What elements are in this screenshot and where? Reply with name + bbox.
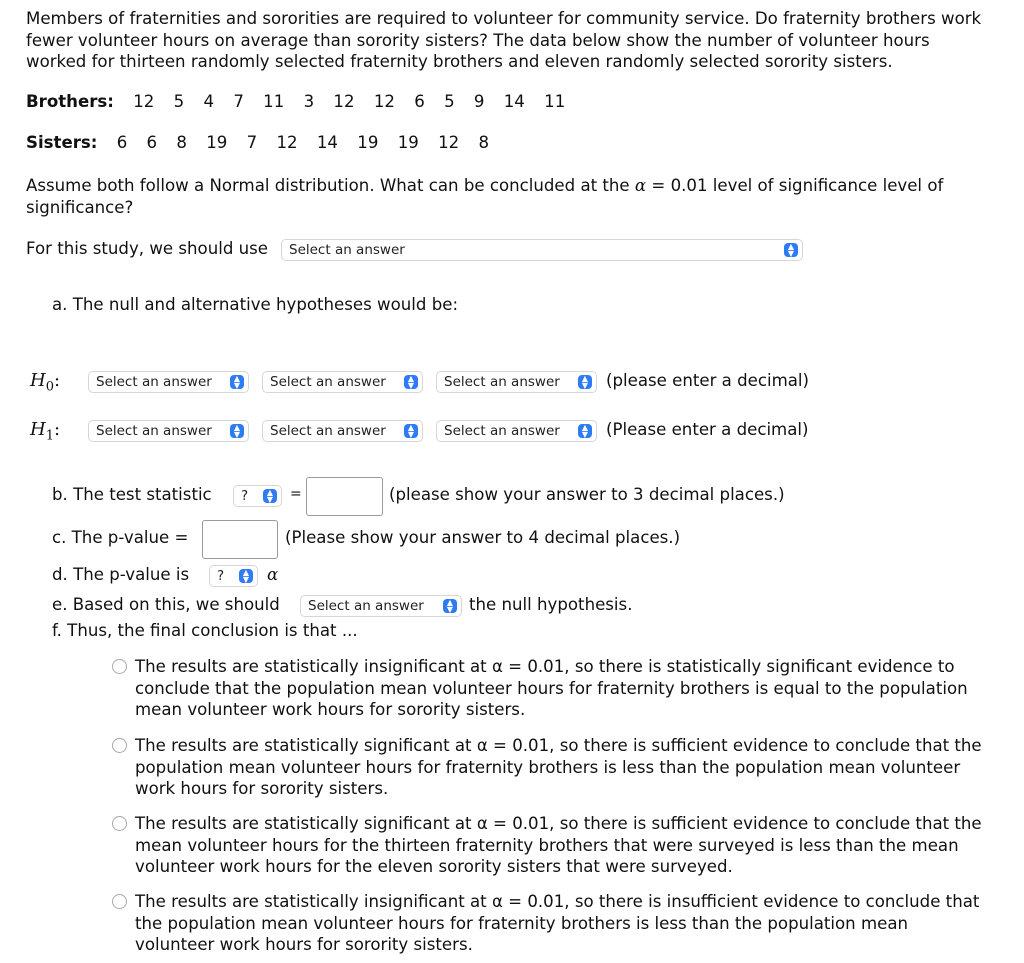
assumption-text-end: = 0.01 level of significance level of significance? — [26, 176, 944, 217]
select-arrows-icon: ▲ ▼ — [404, 424, 418, 438]
h1-colon: : — [53, 419, 61, 440]
part-f-label: f. Thus, the final conclusion is that ... — [52, 621, 358, 640]
sisters-value: 19 — [206, 133, 228, 152]
sisters-value: 8 — [478, 133, 490, 152]
problem-intro: Members of fraternities and sororities are required to volunteer for community service. Do fraternity brothers work fewer volunteer hours on average than sorority sisters? The data below show the number of volunteer hours worked for thirteen randomly selected fraternity brothers and eleven randomly selected sorority sisters. — [26, 9, 982, 71]
brothers-value: 5 — [173, 92, 185, 111]
conclusion-option-text: The results are statistically insignificant at α = 0.01, so there is statistically significant evidence to conclude that the population mean volunteer hours for fraternity brothers is equal to the population mean volunteer work hours for sorority sisters. — [135, 657, 968, 719]
h1-value-select[interactable] — [436, 420, 597, 442]
h1-operator-select-value: Select an answer — [270, 423, 386, 439]
brothers-value: 12 — [333, 92, 355, 111]
sisters-value: 7 — [246, 133, 258, 152]
brothers-data-row — [26, 92, 565, 111]
test-type-select[interactable] — [281, 239, 803, 261]
select-arrows-icon: ▲ ▼ — [578, 424, 592, 438]
h1-parameter-select[interactable] — [88, 420, 249, 442]
select-arrows-icon: ▲ ▼ — [239, 569, 253, 583]
brothers-value: 12 — [373, 92, 395, 111]
sisters-value: 14 — [316, 133, 338, 152]
h0-symbol: H — [30, 370, 46, 391]
select-arrows-icon: ▲ ▼ — [230, 375, 244, 389]
brothers-value: 4 — [203, 92, 215, 111]
h0-label — [30, 370, 60, 395]
h1-subscript: 1 — [45, 428, 54, 444]
select-arrows-icon: ▲ ▼ — [443, 599, 457, 613]
select-arrows-icon: ▲ ▼ — [263, 489, 277, 503]
brothers-label: Brothers: — [26, 92, 114, 111]
h0-decimal-note: (please enter a decimal) — [606, 371, 809, 390]
radio-button[interactable] — [112, 738, 127, 753]
part-c-note: (Please show your answer to 4 decimal places.) — [285, 528, 681, 547]
select-arrows-icon: ▲ ▼ — [578, 375, 592, 389]
radio-button[interactable] — [112, 894, 127, 909]
conclusion-option[interactable] — [112, 891, 982, 956]
test-statistic-type-select-value: ? — [241, 488, 249, 504]
sisters-value: 12 — [438, 133, 460, 152]
test-statistic-type-select[interactable] — [233, 485, 282, 507]
h1-operator-select[interactable] — [262, 420, 423, 442]
brothers-value: 6 — [414, 92, 425, 111]
part-c-label: c. The p-value = — [52, 528, 189, 547]
select-arrows-icon: ▲ ▼ — [784, 243, 798, 257]
sisters-value: 8 — [176, 133, 187, 152]
sisters-label: Sisters: — [26, 133, 98, 152]
h0-subscript: 0 — [45, 379, 54, 395]
select-arrows-icon: ▲ ▼ — [230, 424, 244, 438]
brothers-value: 12 — [133, 92, 155, 111]
part-d-label: d. The p-value is — [52, 565, 190, 584]
part-b-note: (please show your answer to 3 decimal places.) — [389, 485, 785, 504]
part-e-label: e. Based on this, we should — [52, 595, 280, 614]
brothers-value: 14 — [503, 92, 525, 111]
part-e-post: the null hypothesis. — [469, 595, 633, 614]
h1-decimal-note: (Please enter a decimal) — [606, 420, 809, 439]
sisters-value: 12 — [276, 133, 298, 152]
h0-value-select-value: Select an answer — [444, 374, 560, 390]
assumption-text-start: Assume both follow a Normal distribution. What can be concluded at the — [26, 176, 635, 195]
brothers-value: 7 — [233, 92, 244, 111]
test-type-select-value: Select an answer — [289, 242, 405, 258]
h0-parameter-select-value: Select an answer — [96, 374, 212, 390]
brothers-value: 11 — [263, 92, 285, 111]
conclusion-option[interactable] — [112, 735, 982, 800]
h0-operator-select-value: Select an answer — [270, 374, 386, 390]
h1-label — [30, 419, 60, 444]
conclusion-option-text: The results are statistically significant at α = 0.01, so there is sufficient evidence to conclude that the mean volunteer hours for the thirteen fraternity brothers that were surveyed is less than the mean volunteer work hours for the eleven sorority sisters that were surveyed. — [135, 814, 982, 876]
decision-select[interactable] — [300, 595, 462, 617]
conclusion-option-text: The results are statistically significant at α = 0.01, so there is sufficient evidence to conclude that the population mean volunteer hours for fraternity brothers is less than the population mean volunteer work hours for sorority sisters. — [135, 736, 982, 798]
alpha-symbol: α — [634, 176, 647, 195]
p-value-comparison-select-value: ? — [217, 568, 225, 584]
brothers-value: 3 — [303, 92, 315, 111]
radio-button[interactable] — [112, 659, 127, 674]
sisters-data-row — [26, 133, 489, 152]
radio-button[interactable] — [112, 816, 127, 831]
sisters-value: 19 — [357, 133, 379, 152]
brothers-value: 11 — [544, 92, 566, 111]
decision-select-value: Select an answer — [308, 598, 424, 614]
select-arrows-icon: ▲ ▼ — [404, 375, 418, 389]
h1-symbol: H — [30, 419, 46, 440]
conclusion-option[interactable] — [112, 656, 982, 721]
h1-value-select-value: Select an answer — [444, 423, 560, 439]
sisters-value: 6 — [116, 133, 128, 152]
sisters-value: 6 — [146, 133, 158, 152]
part-b-label: b. The test statistic — [52, 485, 212, 504]
h0-value-select[interactable] — [436, 371, 597, 393]
conclusion-option[interactable] — [112, 813, 982, 878]
p-value-input[interactable] — [202, 520, 278, 559]
alpha-symbol: α — [267, 565, 279, 584]
test-statistic-input[interactable] — [306, 477, 383, 516]
h0-operator-select[interactable] — [262, 371, 423, 393]
brothers-value: 9 — [473, 92, 485, 111]
sisters-value: 19 — [397, 133, 419, 152]
conclusion-option-text: The results are statistically insignificant at α = 0.01, so there is insufficient evidence to conclude that the population mean volunteer hours for fraternity brothers is less than the population mean volunteer work hours for sorority sisters. — [135, 892, 980, 954]
p-value-comparison-select[interactable] — [209, 565, 258, 587]
equals-sign: = — [290, 486, 302, 502]
h0-colon: : — [53, 370, 61, 391]
h1-parameter-select-value: Select an answer — [96, 423, 212, 439]
brothers-value: 5 — [444, 92, 455, 111]
study-label: For this study, we should use — [26, 239, 269, 258]
assumption-text — [26, 175, 986, 218]
part-a-label: a. The null and alternative hypotheses would be: — [52, 295, 459, 314]
h0-parameter-select[interactable] — [88, 371, 249, 393]
